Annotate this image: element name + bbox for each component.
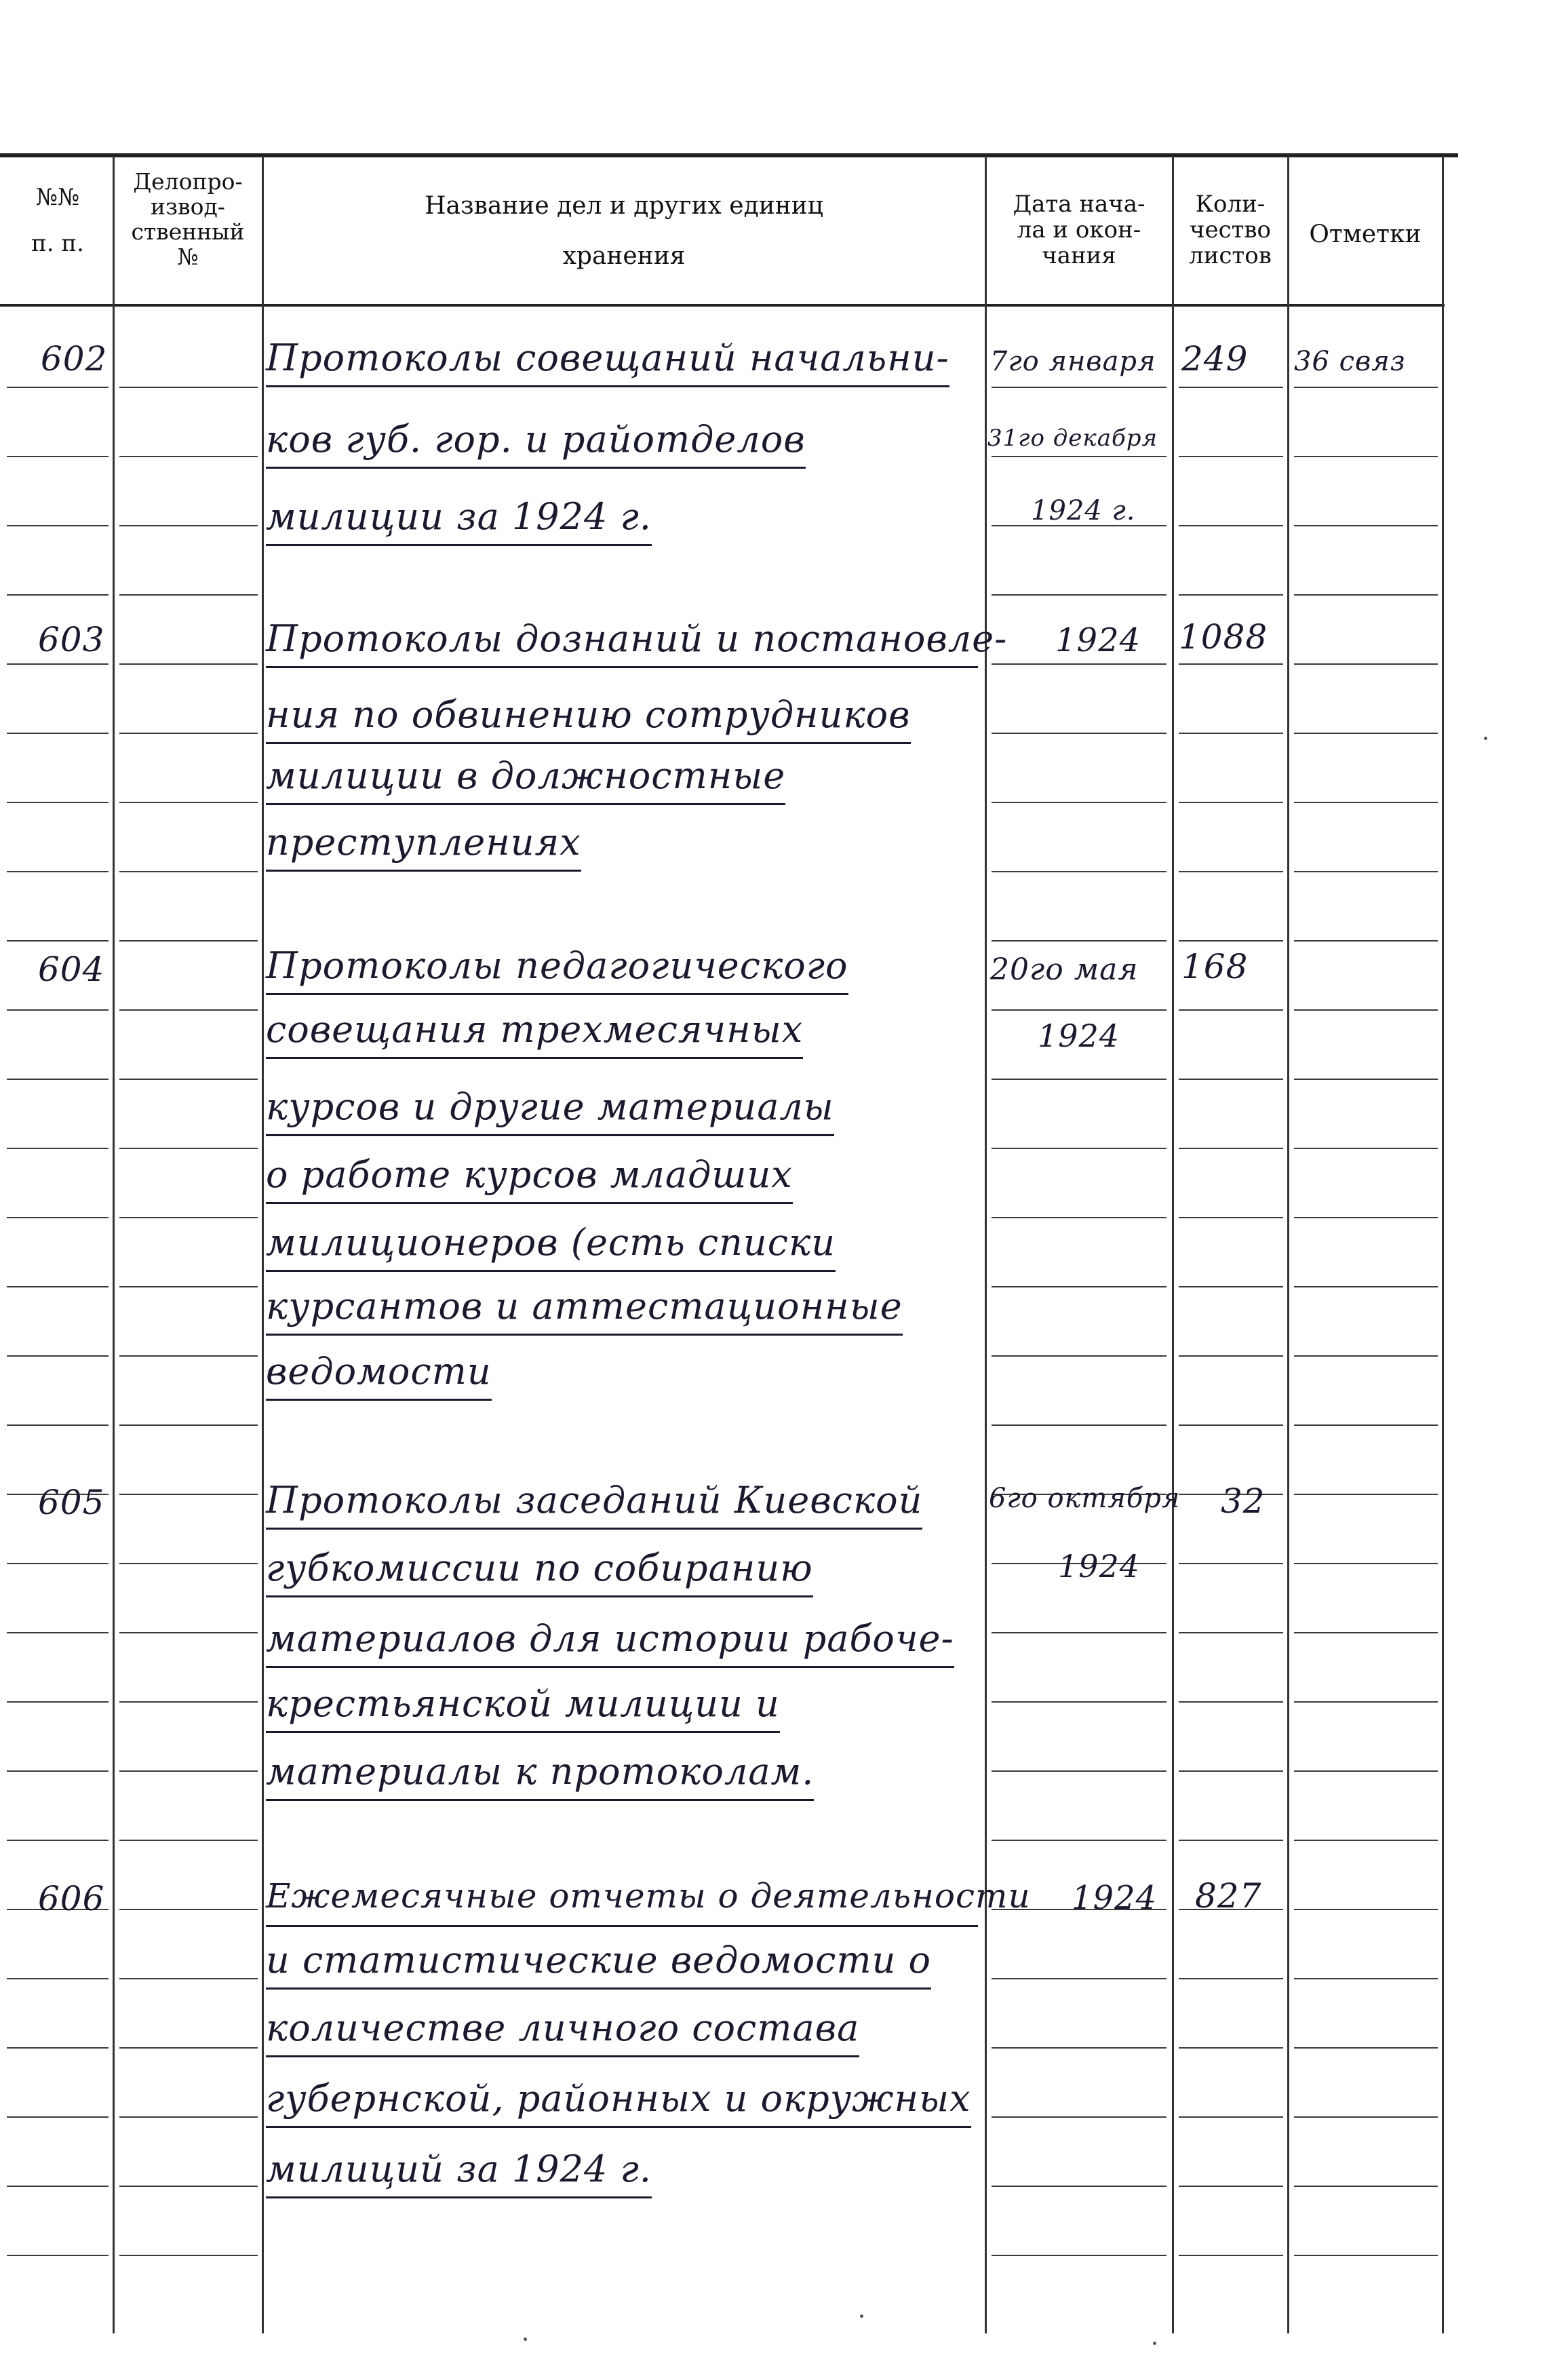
ruled-line: [992, 940, 1167, 942]
entry-title-line: милиции за 1924 г.: [266, 495, 652, 538]
column-divider: [1287, 156, 1289, 2333]
ruled-line: [1294, 1701, 1438, 1703]
header-number-line: №№: [35, 184, 80, 211]
ruled-line: [992, 1079, 1167, 1080]
ruled-line: [7, 387, 109, 388]
ruled-line: [1294, 1563, 1438, 1564]
ruled-line: [1294, 2047, 1438, 2049]
ruled-line: [992, 1424, 1167, 1426]
ruled-line: [992, 1632, 1167, 1633]
entry-title-line: милиции в должностные: [266, 754, 786, 797]
header-case-line: извод-: [151, 193, 225, 220]
title-underline: [266, 1987, 931, 1990]
entry-title-line: милиционеров (есть списки: [266, 1221, 836, 1264]
entry-date: 1924: [1072, 1879, 1158, 1917]
ruled-line: [7, 663, 109, 665]
ruled-line: [119, 1770, 258, 1772]
entry-title-line: Протоколы совещаний начальни-: [266, 336, 949, 379]
ruled-line: [992, 2186, 1167, 2187]
header-number-line: п. п.: [31, 230, 84, 258]
entry-title-line: материалов для истории рабоче-: [266, 1617, 954, 1660]
title-underline: [266, 544, 652, 546]
scan-speck: [524, 2338, 527, 2341]
ruled-line: [992, 387, 1167, 388]
header-case-line: №: [177, 243, 199, 270]
ruled-line: [7, 1770, 109, 1772]
ruled-line: [7, 456, 109, 457]
title-underline: [266, 385, 949, 387]
ruled-line: [1294, 663, 1438, 665]
ruled-line: [992, 871, 1167, 872]
ruled-line: [1179, 1701, 1283, 1703]
ruled-line: [992, 2255, 1167, 2256]
ruled-line: [119, 2116, 258, 2118]
ruled-line: [1179, 1770, 1283, 1772]
scan-speck: [1153, 2342, 1156, 2345]
ruled-line: [1294, 1355, 1438, 1357]
entry-title-line: совещания трехмесячных: [266, 1008, 804, 1051]
ruled-line: [1179, 1563, 1283, 1564]
ruled-line: [7, 594, 109, 596]
entry-sheet-count: 249: [1181, 339, 1249, 379]
entry-note: 36 связ: [1294, 346, 1406, 377]
ruled-line: [7, 1286, 109, 1287]
ruled-line: [1179, 456, 1283, 457]
header-notes: [1290, 221, 1440, 248]
ruled-line: [1179, 525, 1283, 526]
ruled-line: [992, 1978, 1167, 1979]
entry-number: 604: [38, 950, 105, 989]
entry-date: 1924: [1058, 1548, 1141, 1585]
ruled-line: [1294, 525, 1438, 526]
title-underline: [266, 1731, 780, 1733]
title-underline: [266, 1202, 793, 1204]
title-underline: [266, 1134, 834, 1136]
header-dates: [987, 191, 1171, 269]
ruled-line: [119, 525, 258, 526]
header-number: [7, 185, 109, 256]
ruled-line: [1179, 2047, 1283, 2049]
ruled-line: [1294, 1909, 1438, 1910]
ruled-line: [119, 1148, 258, 1149]
ruled-line: [119, 1909, 258, 1910]
title-underline: [266, 1666, 954, 1668]
header-count-line: Коли-: [1195, 191, 1266, 218]
entry-title-line: Протоколы заседаний Киевской: [266, 1479, 923, 1521]
ruled-line: [1294, 2255, 1438, 2256]
ruled-line: [1294, 1217, 1438, 1218]
ruled-line: [7, 940, 109, 942]
column-divider: [113, 156, 115, 2333]
ruled-line: [1294, 1286, 1438, 1287]
entry-title-line: губкомиссии по собиранию: [266, 1547, 813, 1589]
title-underline: [266, 1270, 836, 1272]
entry-title-line: Протоколы педагогического: [266, 944, 848, 987]
ruled-line: [1179, 2186, 1283, 2187]
title-underline: [266, 1595, 813, 1597]
title-underline: [266, 803, 785, 805]
ruled-line: [1294, 802, 1438, 803]
header-title: [266, 193, 982, 271]
ruled-line: [7, 1355, 109, 1357]
ruled-line: [1179, 663, 1283, 665]
ruled-line: [1294, 456, 1438, 457]
title-underline: [266, 2196, 652, 2198]
ruled-line: [119, 387, 258, 388]
title-underline: [266, 467, 806, 469]
ruled-line: [1179, 2116, 1283, 2118]
header-title-line: Название дел и других единиц: [425, 192, 823, 220]
ruled-line: [119, 1079, 258, 1080]
ruled-line: [1294, 871, 1438, 872]
ruled-line: [119, 2047, 258, 2049]
header-dates-line: чания: [1042, 242, 1116, 270]
ruled-line: [7, 733, 109, 734]
ruled-line: [992, 1355, 1167, 1357]
ruled-line: [1294, 2186, 1438, 2187]
ruled-line: [119, 1424, 258, 1426]
entry-title-line: преступлениях: [266, 821, 581, 864]
ruled-line: [992, 2047, 1167, 2049]
entry-date: 31го декабря: [987, 425, 1158, 452]
column-divider: [1442, 156, 1444, 2333]
ruled-line: [992, 1148, 1167, 1149]
ruled-line: [119, 733, 258, 734]
ruled-line: [119, 1563, 258, 1564]
ruled-line: [7, 2047, 109, 2049]
header-case-number: [115, 170, 260, 270]
ruled-line: [119, 1355, 258, 1357]
column-divider: [262, 156, 264, 2333]
ruled-line: [992, 1009, 1167, 1011]
entry-title-line: количестве личного состава: [266, 2006, 860, 2049]
ruled-line: [1179, 1840, 1283, 1841]
ruled-line: [1294, 1840, 1438, 1841]
entry-title-line: ведомости: [266, 1350, 492, 1393]
ruled-line: [1294, 733, 1438, 734]
header-count-line: чество: [1189, 216, 1272, 244]
entry-number: 602: [41, 339, 108, 379]
ruled-line: [1294, 1148, 1438, 1149]
ruled-line: [119, 871, 258, 872]
ruled-line: [1179, 733, 1283, 734]
entry-sheet-count: 827: [1195, 1876, 1262, 1916]
ruled-line: [992, 733, 1167, 734]
header-title-line: хранения: [562, 242, 686, 271]
ruled-line: [992, 1701, 1167, 1703]
entry-sheet-count: 32: [1221, 1481, 1266, 1521]
entry-title-line: и статистические ведомости о: [266, 1939, 932, 1981]
ruled-line: [119, 1978, 258, 1979]
ruled-line: [7, 802, 109, 803]
title-underline: [266, 870, 581, 872]
entry-title-line: Протоколы дознаний и постановле-: [266, 617, 1008, 660]
entry-date: 7го января: [990, 346, 1156, 377]
entry-title-line: курсов и другие материалы: [266, 1085, 834, 1128]
ruled-line: [1179, 1217, 1283, 1218]
ruled-line: [1294, 1770, 1438, 1772]
ruled-line: [1294, 1632, 1438, 1633]
ruled-line: [119, 1840, 258, 1841]
entry-title-line: курсантов и аттестационные: [266, 1285, 903, 1327]
ruled-line: [7, 1148, 109, 1149]
ruled-line: [1179, 594, 1283, 596]
title-underline: [266, 1925, 978, 1927]
ruled-line: [7, 871, 109, 872]
ruled-line: [1179, 1286, 1283, 1287]
ruled-line: [1179, 1632, 1283, 1633]
entry-sheet-count: 168: [1181, 947, 1249, 986]
title-underline: [266, 1334, 903, 1336]
header-case-line: ственный: [131, 218, 245, 245]
entry-title-line: о работе курсов младших: [266, 1153, 793, 1196]
title-underline: [266, 1528, 922, 1530]
ruled-line: [7, 2255, 109, 2256]
header-dates-line: ла и окон-: [1017, 216, 1141, 244]
ruled-line: [1179, 1079, 1283, 1080]
entry-sheet-count: 1088: [1179, 617, 1268, 657]
ruled-line: [1294, 1079, 1438, 1080]
title-underline: [266, 2126, 971, 2128]
entry-date: 20го мая: [990, 952, 1139, 987]
ruled-line: [119, 2255, 258, 2256]
column-divider: [1172, 156, 1174, 2333]
ruled-line: [1179, 871, 1283, 872]
header-count-line: листов: [1189, 242, 1272, 270]
ruled-line: [992, 1770, 1167, 1772]
ruled-line: [992, 1840, 1167, 1841]
entry-date: 1924: [1038, 1017, 1120, 1054]
title-underline: [266, 993, 848, 995]
header-case-line: Делопро-: [133, 168, 243, 195]
ruled-line: [1294, 594, 1438, 596]
ruled-line: [992, 456, 1167, 457]
ruled-line: [1294, 1978, 1438, 1979]
entry-title-line: крестьянской милиции и: [266, 1682, 780, 1725]
header-bottom-rule: [0, 304, 1445, 307]
ruled-line: [1179, 1424, 1283, 1426]
ruled-line: [1179, 802, 1283, 803]
ruled-line: [992, 594, 1167, 596]
ruled-line: [7, 2186, 109, 2187]
header-dates-line: Дата нача-: [1013, 191, 1145, 218]
title-underline: [266, 1799, 814, 1801]
ruled-line: [119, 663, 258, 665]
ruled-line: [119, 940, 258, 942]
ruled-line: [7, 1009, 109, 1011]
ruled-line: [119, 1217, 258, 1218]
entry-title-line: милиций за 1924 г.: [266, 2148, 652, 2190]
entry-title-line: ков губ. гор. и райотделов: [266, 418, 806, 461]
ruled-line: [1179, 1148, 1283, 1149]
ruled-line: [119, 802, 258, 803]
ruled-line: [7, 525, 109, 526]
ruled-line: [7, 1424, 109, 1426]
ruled-line: [119, 1494, 258, 1495]
scan-speck: [860, 2314, 863, 2318]
ruled-line: [1179, 1978, 1283, 1979]
ruled-line: [7, 1840, 109, 1841]
title-underline: [266, 2055, 859, 2057]
ruled-line: [7, 1632, 109, 1633]
ruled-line: [1294, 1494, 1438, 1495]
ruled-line: [992, 663, 1167, 665]
ruled-line: [7, 1701, 109, 1703]
ruled-line: [1179, 1009, 1283, 1011]
ruled-line: [119, 1009, 258, 1011]
header-notes-label: Отметки: [1309, 220, 1422, 248]
scan-speck: [1484, 737, 1487, 740]
title-underline: [266, 1399, 492, 1401]
entry-date: 6го октября: [989, 1483, 1181, 1514]
ruled-line: [7, 1217, 109, 1218]
entry-title-line: ния по обвинению сотрудников: [266, 693, 911, 736]
ruled-line: [7, 1079, 109, 1080]
entry-date: 1924 г.: [1031, 495, 1136, 526]
ruled-line: [1294, 387, 1438, 388]
ruled-line: [992, 802, 1167, 803]
title-underline: [266, 1057, 803, 1059]
ruled-line: [1294, 1424, 1438, 1426]
ruled-line: [7, 2116, 109, 2118]
entry-title-line: губернской, районных и окружных: [266, 2077, 971, 2120]
ruled-line: [119, 2186, 258, 2187]
column-divider: [985, 156, 987, 2333]
ruled-line: [1294, 940, 1438, 942]
entry-number: 605: [38, 1483, 105, 1522]
title-underline: [266, 742, 911, 744]
ruled-line: [7, 1563, 109, 1564]
ruled-line: [1294, 1009, 1438, 1011]
header-sheet-count: [1175, 191, 1286, 269]
ruled-line: [119, 1632, 258, 1633]
entry-title-line: материалы к протоколам.: [266, 1750, 815, 1793]
ruled-line: [992, 2116, 1167, 2118]
ruled-line: [992, 1217, 1167, 1218]
ruled-line: [1179, 1355, 1283, 1357]
title-underline: [266, 666, 978, 668]
ruled-line: [1179, 2255, 1283, 2256]
ruled-line: [119, 594, 258, 596]
entry-number: 606: [38, 1879, 105, 1918]
entry-number: 603: [38, 620, 105, 659]
ruled-line: [119, 1286, 258, 1287]
ruled-line: [7, 1978, 109, 1979]
ruled-line: [119, 1701, 258, 1703]
ruled-line: [1179, 940, 1283, 942]
table-top-rule: [0, 153, 1458, 157]
ruled-line: [992, 1286, 1167, 1287]
ruled-line: [1179, 387, 1283, 388]
ruled-line: [119, 456, 258, 457]
ruled-line: [1294, 2116, 1438, 2118]
entry-date: 1924: [1055, 621, 1141, 659]
entry-title-line: Ежемесячные отчеты о деятельности: [266, 1876, 1031, 1916]
